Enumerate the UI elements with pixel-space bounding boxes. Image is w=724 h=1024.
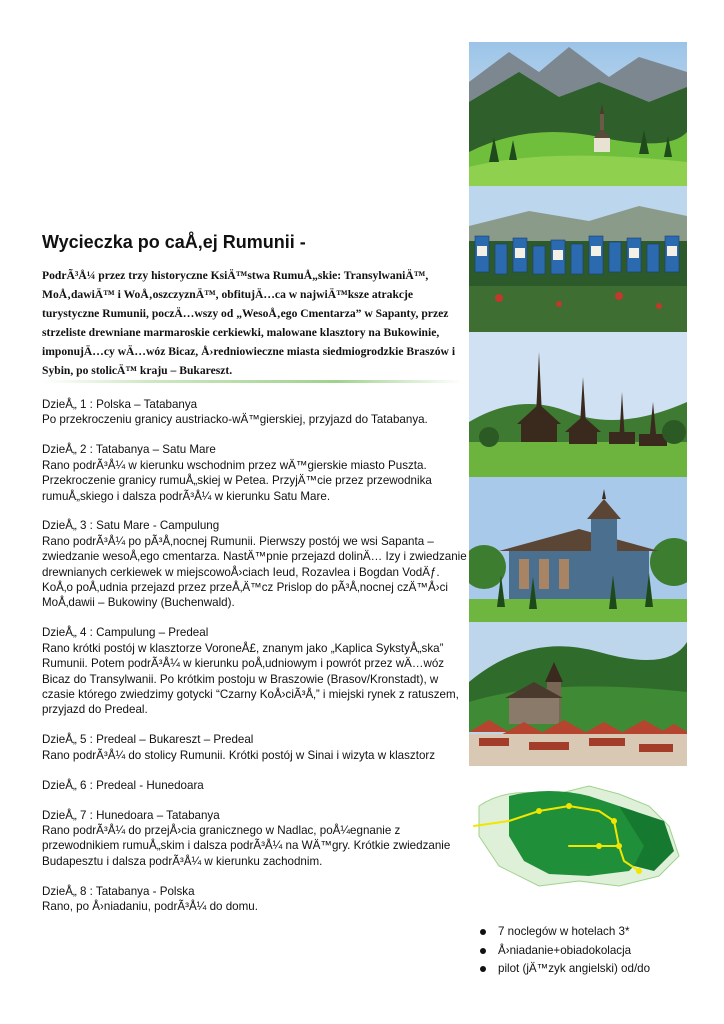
day-description: Rano krótki postój w klasztorze VoroneÅ£, znanym jako „Kaplica SykstyÅ„ska” Rumunii. Potem podrÃ³Å¼ w kierunku poÅ‚udniowym i powrót przez wÄ…wóz Bicaz do Transylwanii. Po krótkim postoju w Braszowie (Brasov/Kronstadt), w czasie którego zwiedzimy gotycki “Czarny KoÅ›ciÃ³Å‚” i miejski rynek z ratuszem, przyjazd do Predeal. [42,641,459,717]
day-heading: DzieÅ„ 8 : Tatabanya - Polska [42,884,195,898]
romania-route-map [469,766,687,904]
itinerary-day [42,518,467,610]
itinerary-day [42,442,467,504]
day-heading: DzieÅ„ 5 : Predeal – Bukareszt – Predeal [42,733,254,747]
itinerary-day [42,778,467,793]
bullet-icon [480,929,486,935]
bullet-icon [480,948,486,954]
mountain-church-photo [469,42,687,186]
day-description: Rano podrÃ³Å¼ do stolicy Rumunii. Krótki postój w Sinai i wizyta w klasztorz [42,748,436,762]
list-item-text: Å›niadanie+obiadokolacja [498,943,632,957]
wooden-churches-photo [469,332,687,477]
day-heading: DzieÅ„ 3 : Satu Mare - Campulung [42,519,220,533]
painted-monastery-photo [469,477,687,622]
day-heading: DzieÅ„ 6 : Predeal - Hunedoara [42,778,204,792]
green-divider [42,380,462,383]
itinerary-day [42,884,467,915]
itinerary-day [42,808,467,870]
itinerary-day [42,732,467,763]
day-description: Po przekroczeniu granicy austriacko-wÄ™gierskiej, przyjazd do Tatabanya. [42,413,428,427]
photo-column [469,42,687,764]
day-heading: DzieÅ„ 2 : Tatabanya – Satu Mare [42,443,216,457]
page-title: Wycieczka po caÅ‚ej Rumunii - [42,232,306,252]
inclusions-list [478,923,650,979]
itinerary [42,397,467,929]
day-heading: DzieÅ„ 4 : Campulung – Predeal [42,626,209,640]
day-description: Rano, po Å›niadaniu, podrÃ³Å¼ do domu. [42,900,258,914]
list-item-text: pilot (jÄ™zyk angielski) od/do [498,962,651,975]
day-heading: DzieÅ„ 7 : Hunedoara – Tatabanya [42,808,220,822]
merry-cemetery-photo [469,186,687,332]
bullet-icon [480,966,486,972]
intro-paragraph: PodrÃ³Å¼ przez trzy historyczne KsiÄ™stwa RumuÅ„skie: TransylwaniÄ™, MoÅ‚dawiÄ™ i WoÅ‚oszczyznÄ™, obfitujÄ…ca w najwiÄ™ksze atrakcje turystyczne Rumunii, poczÄ…wszy od „WesoÅ‚ego Cmentarza” w Sapanty, przez strzeliste drewniane marmaroskie cerkiewki, malowane klasztory na Bukowinie, imponujÄ…cy wÄ…wóz Bicaz, Å›redniowieczne miasta siedmiogrodzkie Braszów i Sybin, po stolicÄ™ kraju – Bukareszt. [42,269,456,377]
day-heading: DzieÅ„ 1 : Polska – Tatabanya [42,398,198,411]
brasov-town-photo [469,622,687,766]
day-description: Rano podrÃ³Å¼ w kierunku wschodnim przez wÄ™gierskie miasto Puszta. Przekroczenie granicy rumuÅ„skiej w Petea. PrzyjÄ™cie przez przewodnika rumuÅ„skiego i dalsza podrÃ³Å¼ w kierunku Satu Mare. [42,458,432,503]
day-description: Rano podrÃ³Å¼ po pÃ³Å‚nocnej Rumunii. Pierwszy postój we wsi Sapanta – zwiedzanie wesoÅ‚ego cmentarza. NastÄ™pnie przejazd dolinÄ… Izy i zwiedzanie drewnianych cerkiewek w miejscowoÅ›ciach Ieud, Rozavlea i Bogdan VodÄƒ. KoÅ‚o poÅ‚udnia przejazd przez przeÅ‚Ä™cz Prislop do pÃ³Å‚nocnej czÄ™Å›ci MoÅ‚dawii – Bukowiny (Buchenwald). [42,534,467,610]
itinerary-day [42,397,467,428]
day-description: Rano podrÃ³Å¼ do przejÅ›cia granicznego w Nadlac, poÅ¼egnanie z przewodnikiem rumuÅ„skim i dalsza podrÃ³Å¼ na WÄ™gry. Krótkie zwiedzanie Budapesztu i dalsza podrÃ³Å¼ w kierunku zachodnim. [42,823,451,868]
list-item [478,942,650,961]
list-item-text: 7 noclegów w hotelach 3* [498,925,630,938]
itinerary-day [42,625,467,717]
list-item [478,923,650,942]
list-item [478,960,650,979]
